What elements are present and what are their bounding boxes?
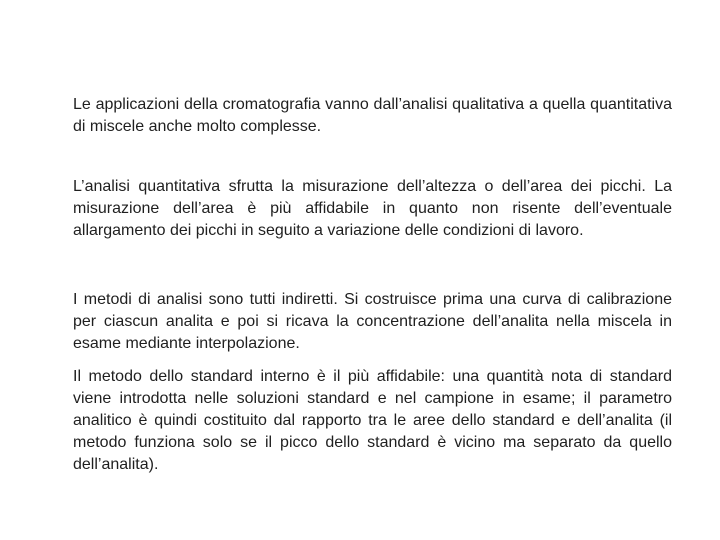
paragraph-quantitative-analysis: L’analisi quantitativa sfrutta la misurazione dell’altezza o dell’area dei picchi. La misurazione dell’area è più affidabile in quanto non risente dell’eventuale allargamento dei picchi in seguito a variazione delle condizioni di lavoro. bbox=[73, 178, 672, 239]
paragraph-applications: Le applicazioni della cromatografia vanno dall’analisi qualitativa a quella quantitativa di miscele anche molto complesse. bbox=[73, 96, 672, 135]
paragraph-internal-standard: Il metodo dello standard interno è il più affidabile: una quantità nota di standard viene introdotta nelle soluzioni standard e nel campione in esame; il parametro analitico è quindi costituito dal rapporto tra le aree dello standard e dell’analita (il metodo funziona solo se il picco dello standard è vicino ma separato da quello dell’analita). bbox=[73, 368, 672, 473]
paragraph-indirect-methods: I metodi di analisi sono tutti indiretti. Si costruisce prima una curva di calibrazione per ciascun analita e poi si ricava la concentrazione dell’analita nella miscela in esame mediante interpolazione. bbox=[73, 291, 672, 352]
